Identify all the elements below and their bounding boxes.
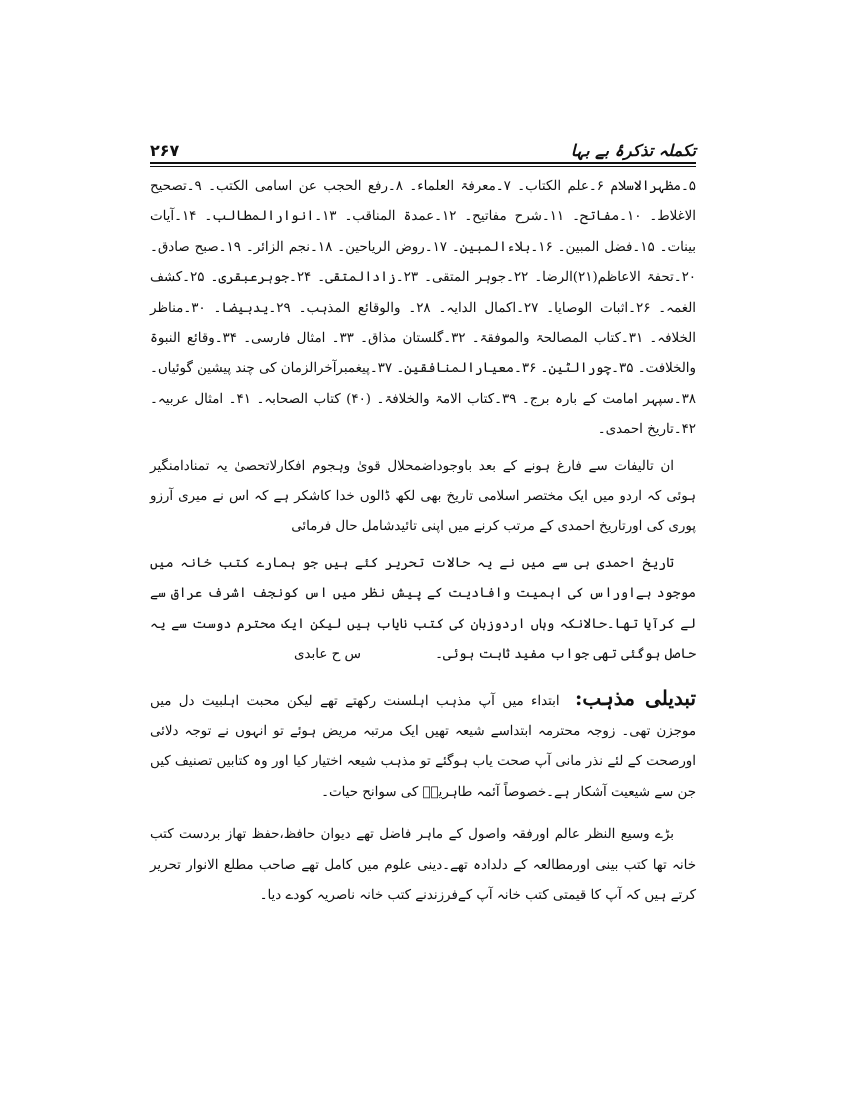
- source-note-paragraph: [150, 549, 696, 671]
- conversion-text: ابتداء میں آپ مذہب اہلسنت رکھتے تھے لیکن محبت اہلبیت دل میں موجزن تھی۔ زوجہ محترمہ ابتداسے شیعہ تھیں ایک مرتبہ مریض ہوئے تو انہوں نے توجہ دلائی اورصحت کے لئے نذر مانی آپ صحت یاب ہوگئے تو مذہب شیعہ اختیار کیا اور وہ کتابیں تصنیف کیں جن سے شیعیت آشکار ہے۔خصوصاً آئمہ طاہرینؑ کی سوانح حیات۔: [150, 693, 696, 800]
- page-number: ۲۶۷: [150, 141, 180, 160]
- header-rule-thin: [150, 166, 696, 167]
- completion-paragraph: ان تالیفات سے فارغ ہونے کے بعد باوجوداضمحلال قویٰ وہجوم افکارلاتحصیٰ یہ تمنادامنگیر ہوئی کہ اردو میں ایک مختصر اسلامی تاریخ بھی لکھ ڈالوں خدا کاشکر ہے کہ اس نے میری آرزو پوری کی اورتاریخ احمدی کے مرتب کرنے میں اپنی تائیدشامل حال فرمائی: [150, 458, 696, 535]
- running-title: تکملہ تذکرۂ بے بہا: [570, 141, 696, 160]
- author-signature: س ح عابدی: [294, 647, 361, 663]
- book-list-paragraph: ۵۔مظہرالاسلام ۶۔علم الکتاب۔ ۷۔معرفۃ العلماء۔ ۸۔رفع الحجب عن اسامی الکتب۔ ۹۔تصحیح الاغلاط۔ ۱۰۔مفاتح۔ ۱۱۔شرح مفاتیح۔ ۱۲۔عمدۃ المناقب۔ ۱۳۔انوارالمطالب۔ ۱۴۔آیات بینات۔ ۱۵۔فضل المبین۔ ۱۶۔بلاءالمبین۔ ۱۷۔روض الریاحین۔ ۱۸۔نجم الزائر۔ ۱۹۔صبح صادق۔ ۲۰۔تحفۃ الاعاظم(۲۱)الرضا۔ ۲۲۔جوہر المتقی۔ ۲۳۔زادالمتقی۔ ۲۴۔جوہرعبقری۔ ۲۵۔کشف الغمہ۔ ۲۶۔اثبات الوصایا۔ ۲۷۔اکمال الدایہ۔ ۲۸۔ والوقائع المذہب۔ ۲۹۔یدبیضا۔ ۳۰۔مناظر الخلافہ۔ ۳۱۔کتاب المصالحۃ والموفقۃ۔ ۳۲۔گلستان مذاق۔ ۳۳۔ امثال فارسی۔ ۳۴۔وقائع النبوۃ والخلافت۔ ۳۵۔چورالٹین۔ ۳۶۔معیارالمنافقین۔ ۳۷۔پیغمبرآخرالزمان کی چند پیشین گوئیاں۔ ۳۸۔سپہر امامت کے بارہ برج۔ ۳۹۔کتاب الامۃ والخلافۃ۔ (۴۰) کتاب الصحابہ۔ ۴۱۔ امثال عربیہ۔ ۴۲۔تاریخ احمدی۔: [150, 179, 697, 438]
- conversion-paragraph: [150, 683, 696, 809]
- page-header: [150, 134, 696, 160]
- source-note-text: تاریخ احمدی ہی سے میں نے یہ حالات تحریر کئے ہیں جو ہمارے کتب خانہ میں موجود ہےاوراس کی اہمیت وافادیت کے پیش نظر میں اس کونجف اشرف عراق سے لے کرآیا تھا۔حالانکہ وہاں اردوزبان کی کتب نایاب ہیں لیکن ایک محترم دوست سے یہ حاصل ہوگئی تھی جواب مفید ثابت ہوئی۔: [150, 555, 696, 663]
- library-paragraph: بڑے وسیع النظر عالم اورفقہ واصول کے ماہر فاضل تھے دیوان حافظ،حفظ تھاز بردست کتب خانہ تھا کتب بینی اورمطالعہ کے دلدادہ تھے۔دینی علوم میں کامل تھے صاحب مطلع الانوار تحریر کرتے ہیں کہ آپ کا قیمتی کتب خانہ آپ کےفرزندنے کتب خانہ ناصریہ کودے دیا۔: [150, 827, 696, 903]
- conversion-heading: تبدیلی مذہب:: [575, 685, 697, 710]
- page-body: [150, 172, 696, 911]
- header-rule-thick: [150, 162, 696, 164]
